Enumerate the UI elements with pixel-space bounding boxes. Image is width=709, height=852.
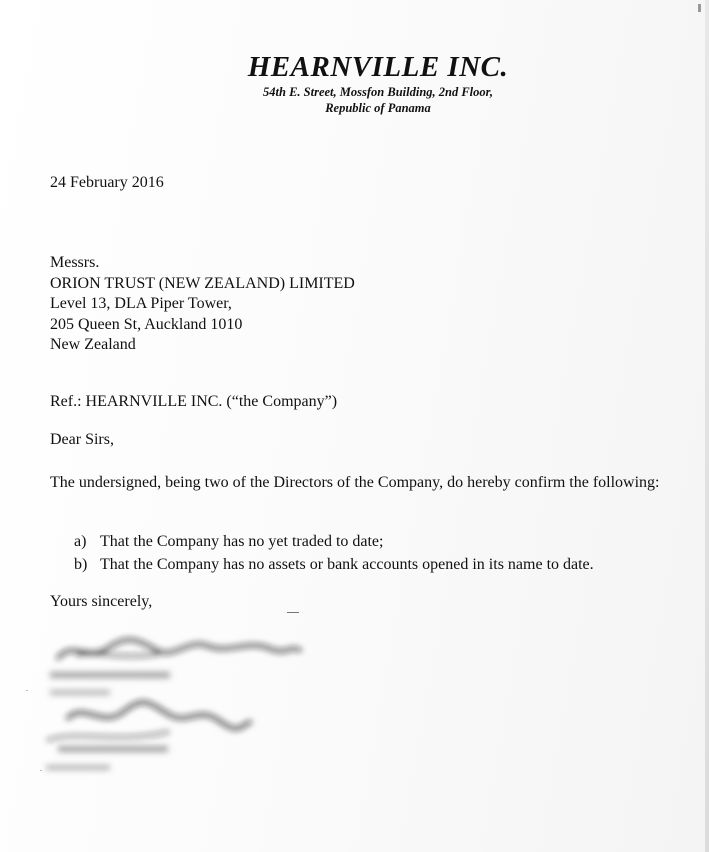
recipient-line: ORION TRUST (NEW ZEALAND) LIMITED: [50, 274, 355, 292]
reference-line: Ref.: HEARNVILLE INC. (“the Company”): [50, 393, 338, 410]
signatory-title-2: [46, 765, 110, 770]
scan-edge: [705, 0, 709, 852]
address-line-1: 54th E. Street, Mossfon Building, 2nd Floor,: [263, 85, 493, 99]
list-marker: a): [74, 533, 87, 550]
recipient-block: [50, 253, 355, 356]
letter-date: 24 February 2016: [50, 174, 164, 191]
address-line-2: Republic of Panama: [325, 101, 431, 115]
company-name: HEARNVILLE INC.: [247, 51, 509, 83]
list-item: [74, 530, 594, 553]
signatory-title-1: [50, 690, 110, 695]
recipient-line: 205 Queen St, Auckland 1010: [50, 315, 243, 333]
body-paragraph: The undersigned, being two of the Directors of the Company, do hereby confirm the following:: [50, 474, 660, 491]
list-marker: b): [74, 556, 88, 573]
signature-group: [46, 640, 300, 770]
confirmation-list: [74, 530, 594, 576]
signatory-name-1: [50, 672, 170, 678]
list-item: [74, 553, 594, 576]
list-item-text: That the Company has no yet traded to date;: [100, 533, 384, 550]
signature-2: [68, 702, 250, 728]
list-item-text: That the Company has no assets or bank accounts opened in its name to date.: [100, 556, 594, 573]
blurred-signatures: [28, 610, 328, 800]
scan-speck: [40, 770, 42, 771]
scan-speck: [26, 690, 28, 691]
recipient-line: Level 13, DLA Piper Tower,: [50, 295, 232, 312]
greeting: Dear Sirs,: [50, 431, 114, 448]
recipient-line: New Zealand: [50, 336, 136, 353]
scan-mark: [698, 4, 701, 12]
letterhead: [190, 50, 550, 116]
recipient-title: Messrs.: [50, 254, 100, 271]
closing: Yours sincerely,: [50, 593, 153, 610]
signatory-name-2: [58, 746, 168, 752]
